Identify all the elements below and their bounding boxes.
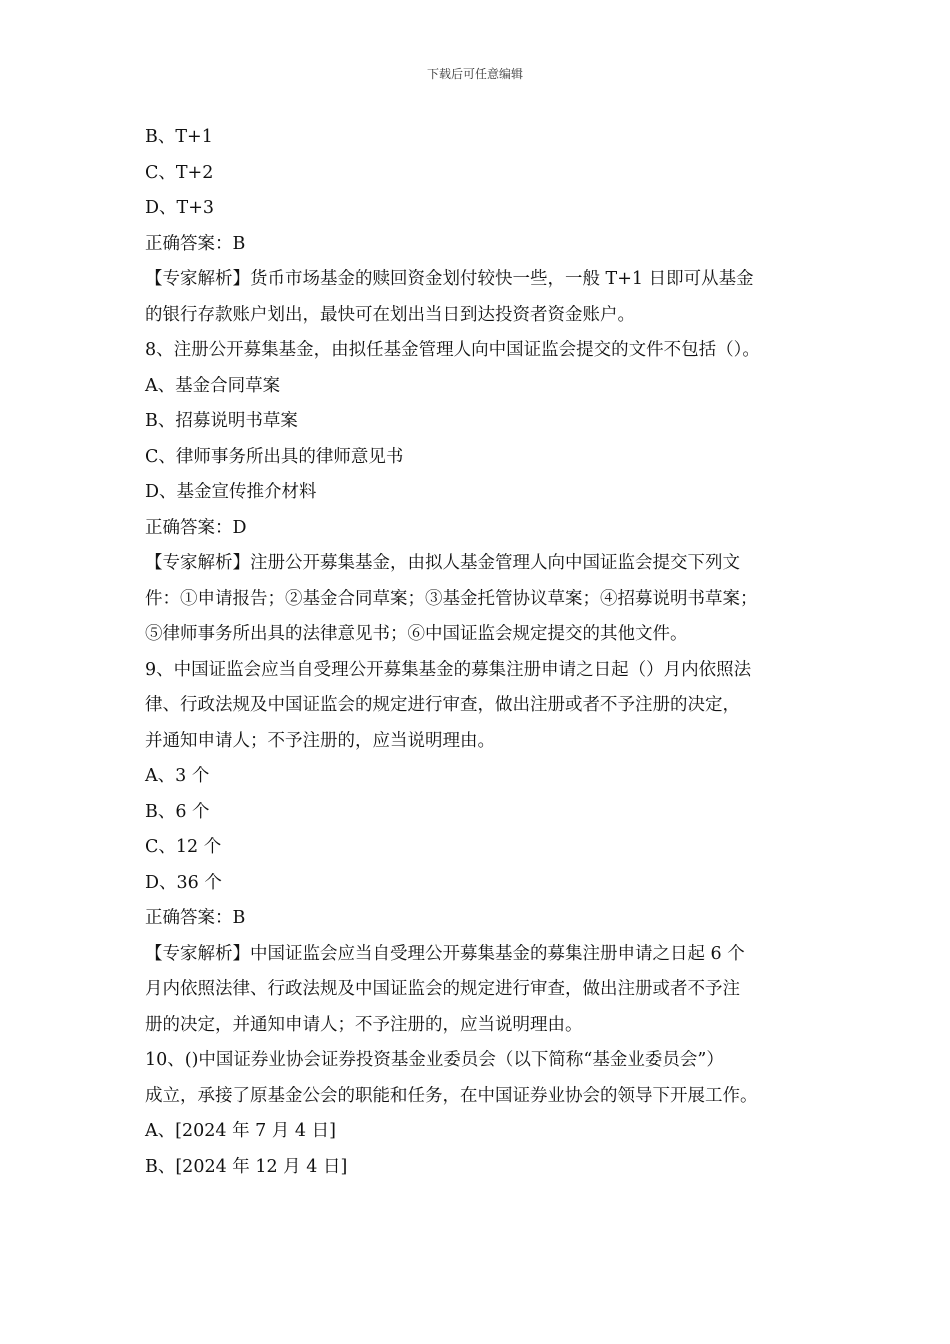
question-9-cont: 并通知申请人；不予注册的，应当说明理由。 — [145, 730, 495, 751]
option-a: A、3 个 — [145, 766, 210, 786]
question-9-cont: 律、行政法规及中国证监会的规定进行审查，做出注册或者不予注册的决定， — [145, 695, 740, 715]
option-b: B、招募说明书草案 — [145, 411, 298, 431]
expert-analysis-line: ⑤律师事务所出具的法律意见书；⑥中国证监会规定提交的其他文件。 — [145, 624, 688, 644]
expert-analysis-line: 件：①申请报告；②基金合同草案；③基金托管协议草案；④招募说明书草案； — [145, 588, 758, 609]
option-d: D、基金宣传推介材料 — [145, 482, 317, 502]
option-a: A、基金合同草案 — [145, 375, 281, 396]
correct-answer: 正确答案：D — [145, 517, 247, 538]
expert-analysis-line: 【专家解析】货币市场基金的赎回资金划付较快一些，一般 T+1 日即可从基金 — [145, 269, 754, 289]
option-b: B、[2024 年 12 月 4 日] — [145, 1156, 348, 1177]
option-c: C、律师事务所出具的律师意见书 — [145, 446, 404, 467]
question-10-cont: 成立，承接了原基金公会的职能和任务，在中国证券业协会的领导下开展工作。 — [145, 1085, 758, 1106]
question-10: 10、()中国证券业协会证券投资基金业委员会（以下简称“基金业委员会”） — [145, 1050, 724, 1070]
question-9: 9、中国证监会应当自受理公开募集基金的募集注册申请之日起（）月内依照法 — [145, 659, 752, 680]
correct-answer: 正确答案：B — [145, 908, 246, 928]
page-header: 下载后可任意编辑 — [426, 67, 523, 81]
option-d: D、T+3 — [145, 198, 215, 218]
expert-analysis-line: 册的决定，并通知申请人；不予注册的，应当说明理由。 — [145, 1014, 583, 1035]
option-a: A、[2024 年 7 月 4 日] — [145, 1121, 336, 1141]
question-8: 8、注册公开募集基金，由拟任基金管理人向中国证监会提交的文件不包括（）。 — [145, 340, 760, 360]
expert-analysis-line: 月内依照法律、行政法规及中国证监会的规定进行审查，做出注册或者不予注 — [145, 979, 740, 999]
option-c: C、T+2 — [145, 162, 214, 183]
option-c: C、12 个 — [145, 837, 222, 857]
expert-analysis-line: 【专家解析】注册公开募集基金，由拟人基金管理人向中国证监会提交下列文 — [145, 553, 740, 573]
page-content — [145, 120, 815, 1185]
expert-analysis-line: 的银行存款账户划出，最快可在划出当日到达投资者资金账户。 — [145, 304, 635, 325]
option-d: D、36 个 — [145, 872, 222, 893]
option-b: B、6 个 — [145, 801, 210, 822]
expert-analysis-line: 【专家解析】中国证监会应当自受理公开募集基金的募集注册申请之日起 6 个 — [145, 943, 745, 964]
correct-answer: 正确答案：B — [145, 233, 246, 254]
option-b: B、T+1 — [145, 127, 213, 147]
